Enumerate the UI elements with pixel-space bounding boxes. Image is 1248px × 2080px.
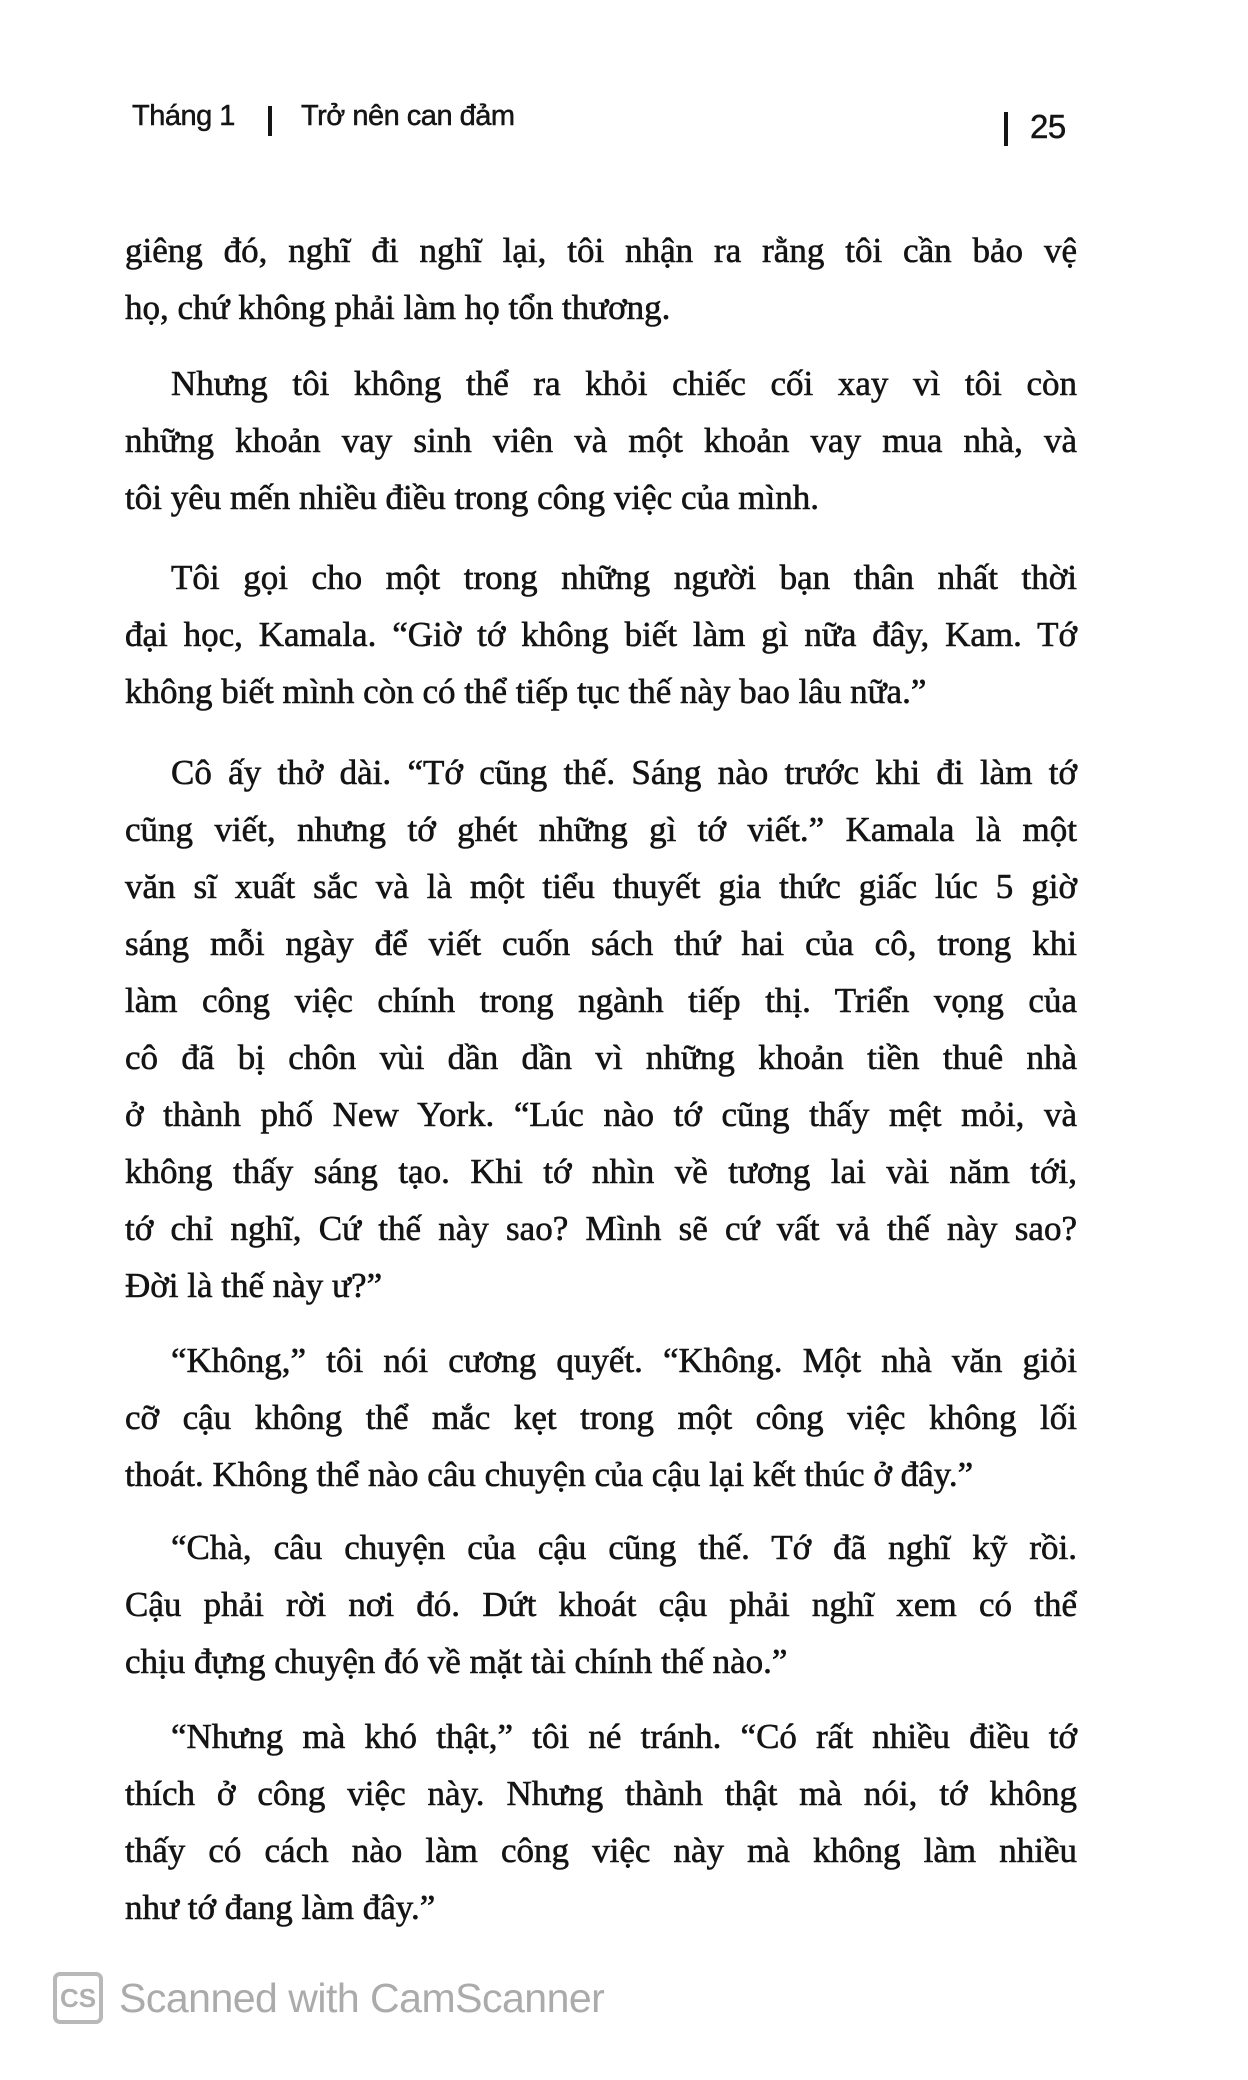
text-line: văn sĩ xuất sắc và là một tiểu thuyết gia thức giấc lúc 5 giờ	[125, 867, 1077, 906]
text-line: ở thành phố New York. “Lúc nào tớ cũng thấy mệt mỏi, và	[125, 1095, 1077, 1134]
text-line: không thấy sáng tạo. Khi tớ nhìn về tương lai vài năm tới,	[125, 1152, 1077, 1191]
text-line: giêng đó, nghĩ đi nghĩ lại, tôi nhận ra rằng tôi cần bảo vệ	[125, 231, 1077, 270]
paragraph	[125, 222, 1077, 336]
text-line: thấy có cách nào làm công việc này mà không làm nhiều	[125, 1831, 1077, 1870]
page-number-divider	[1004, 112, 1008, 146]
text-line: cô đã bị chôn vùi dần dần vì những khoản tiền thuê nhà	[125, 1038, 1077, 1077]
paragraph	[125, 1519, 1077, 1690]
text-line: họ, chứ không phải làm họ tổn thương.	[125, 288, 671, 327]
text-line: chịu đựng chuyện đó về mặt tài chính thế nào.”	[125, 1642, 788, 1681]
chapter-label: Tháng 1	[132, 100, 235, 132]
text-line: đại học, Kamala. “Giờ tớ không biết làm gì nữa đây, Kam. Tớ	[125, 615, 1077, 654]
text-line: Cô ấy thở dài. “Tớ cũng thế. Sáng nào trước khi đi làm tớ	[171, 753, 1077, 792]
paragraph	[125, 549, 1077, 720]
text-line: sáng mỗi ngày để viết cuốn sách thứ hai của cô, trong khi	[125, 924, 1077, 963]
paragraph	[125, 1332, 1077, 1503]
text-line: Tôi gọi cho một trong những người bạn thân nhất thời	[171, 558, 1077, 597]
text-line: cỡ cậu không thể mắc kẹt trong một công việc không lối	[125, 1398, 1077, 1437]
text-line: tôi yêu mến nhiều điều trong công việc của mình.	[125, 478, 819, 517]
watermark-text: Scanned with CamScanner	[119, 1974, 605, 2021]
page-number: 25	[1030, 108, 1066, 145]
text-line: thích ở công việc này. Nhưng thành thật mà nói, tớ không	[125, 1774, 1077, 1813]
section-title: Trở nên can đảm	[301, 100, 515, 132]
text-line: “Không,” tôi nói cương quyết. “Không. Một nhà văn giỏi	[171, 1341, 1077, 1380]
text-line: như tớ đang làm đây.”	[125, 1888, 436, 1927]
text-line: tớ chỉ nghĩ, Cứ thế này sao? Mình sẽ cứ vất vả thế này sao?	[125, 1209, 1077, 1248]
camscanner-watermark	[53, 1972, 604, 2024]
text-line: “Chà, câu chuyện của cậu cũng thế. Tớ đã nghĩ kỹ rồi.	[171, 1528, 1077, 1567]
text-line: làm công việc chính trong ngành tiếp thị. Triển vọng của	[125, 981, 1077, 1020]
camscanner-logo-icon: CS	[53, 1972, 103, 2024]
paragraph	[125, 355, 1077, 526]
paragraph	[125, 1708, 1077, 1936]
text-line: Nhưng tôi không thể ra khỏi chiếc cối xay vì tôi còn	[171, 364, 1077, 403]
text-line: Đời là thế này ư?”	[125, 1266, 383, 1305]
text-line: cũng viết, nhưng tớ ghét những gì tớ viết.” Kamala là một	[125, 810, 1077, 849]
text-line: thoát. Không thể nào câu chuyện của cậu lại kết thúc ở đây.”	[125, 1455, 974, 1494]
text-line: “Nhưng mà khó thật,” tôi né tránh. “Có rất nhiều điều tớ	[171, 1717, 1077, 1756]
text-line: không biết mình còn có thể tiếp tục thế này bao lâu nữa.”	[125, 672, 927, 711]
header-divider	[268, 106, 272, 136]
text-line: những khoản vay sinh viên và một khoản vay mua nhà, và	[125, 421, 1077, 460]
text-line: Cậu phải rời nơi đó. Dứt khoát cậu phải nghĩ xem có thể	[125, 1585, 1077, 1624]
paragraph	[125, 744, 1077, 1314]
